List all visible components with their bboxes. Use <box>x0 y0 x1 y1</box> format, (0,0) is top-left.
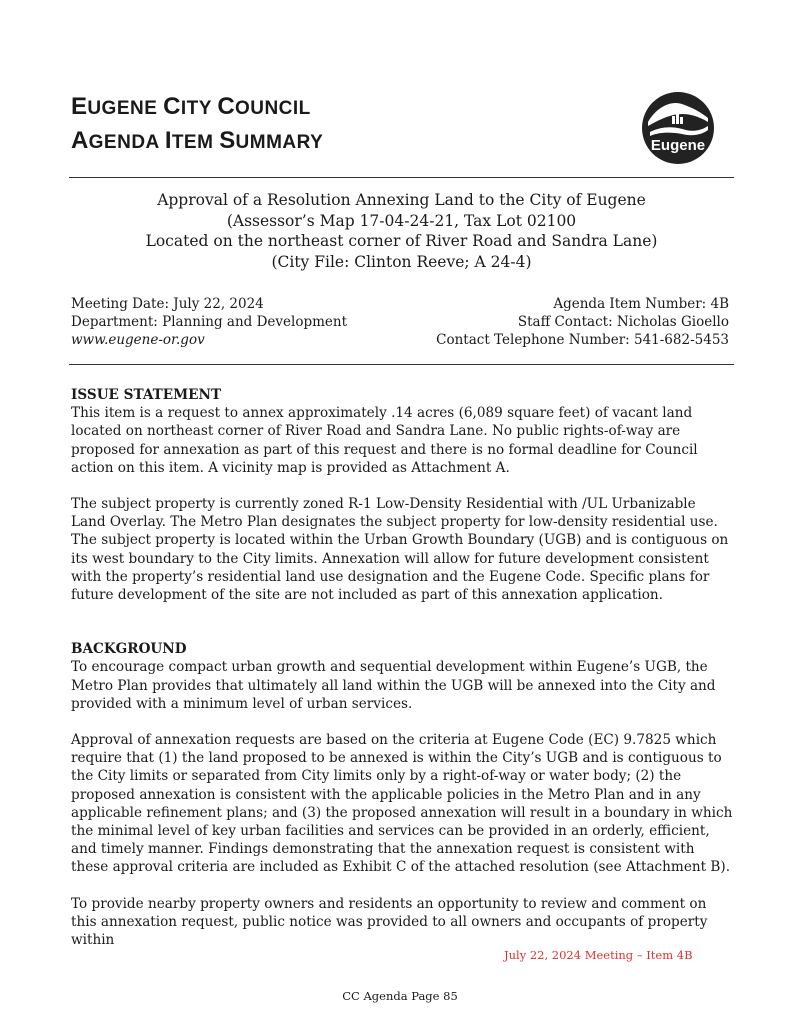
agenda-item-number: Agenda Item Number: 4B <box>553 296 729 312</box>
meeting-info-left <box>71 295 347 349</box>
issue-statement-heading: ISSUE STATEMENT <box>71 387 222 403</box>
issue-paragraph: The subject property is currently zoned R-1 Low-Density Residential with /UL Urbanizable Land Overlay. The Metro Plan designates the subject property for low-density residential use. The subject property is located within the Urban Growth Boundary (UGB) and is contiguous on its west boundary to the City limits. Annexation will allow for future development consistent with the property’s residential land use designation and the Eugene Code. Specific plans for future development of the site are not included as part of this annexation application. <box>71 496 729 604</box>
meeting-item-note: July 22, 2024 Meeting – Item 4B <box>504 948 693 962</box>
staff-contact: Staff Contact: Nicholas Gioello <box>517 314 729 330</box>
background-paragraph: To encourage compact urban growth and sequential development within Eugene’s UGB, the Metro Plan provides that ultimately all land within the UGB will be annexed into the City and provided with a minimum level of urban services. <box>71 659 716 712</box>
eugene-logo-icon <box>642 88 714 168</box>
subject-line: (City File: Clinton Reeve; A 24-4) <box>271 252 532 271</box>
page-number: CC Agenda Page 85 <box>342 989 458 1003</box>
issue-paragraph: This item is a request to annex approximately .14 acres (6,089 square feet) of vacant land located on northeast corner of River Road and Sandra Lane. No public rights-of-way are proposed for annexation as part of this request and there is no formal deadline for Council action on this item. A vicinity map is provided as Attachment A. <box>71 405 698 476</box>
background-heading: BACKGROUND <box>71 641 187 658</box>
document-body <box>71 386 733 949</box>
logo-text: Eugene <box>650 137 706 154</box>
background-paragraph: To provide nearby property owners and residents an opportunity to review and comment on this annexation request, public notice was provided to all owners and occupants of property within <box>71 895 708 949</box>
document-title <box>71 91 323 159</box>
agenda-subject <box>69 190 734 272</box>
title-line-council: EUGENE CITY COUNCIL <box>71 93 311 120</box>
subject-line: (Assessor’s Map 17-04-24-21, Tax Lot 02100 <box>226 211 577 230</box>
subject-line: Approval of a Resolution Annexing Land to the City of Eugene <box>157 191 646 209</box>
meeting-date: Meeting Date: July 22, 2024 <box>71 296 264 312</box>
department: Department: Planning and Development <box>71 314 348 330</box>
meeting-info-right <box>436 295 729 349</box>
contact-phone: Contact Telephone Number: 541-682-5453 <box>436 332 729 348</box>
background-paragraph: Approval of annexation requests are based on the criteria at Eugene Code (EC) 9.7825 which require that (1) the land proposed to be annexed is within the City’s UGB and is contiguous to the City limits or separated from City limits only by a right-of-way or water body; (2) the proposed annexation is consistent with the applicable policies in the Metro Plan and in any applicable refinement plans; and (3) the proposed annexation will result in a boundary in which the minimal level of key urban facilities and services can be provided in an orderly, efficient, and timely manner. Findings demonstrating that the annexation request is consistent with these approval criteria are included as Exhibit C of the attached resolution (see Attachment B). <box>71 732 733 876</box>
website-link[interactable]: www.eugene-or.gov <box>71 332 205 348</box>
meta-divider <box>69 364 734 365</box>
subject-line: Located on the northeast corner of River Road and Sandra Lane) <box>145 232 658 250</box>
header-divider <box>69 177 734 178</box>
title-line-summary: AGENDA ITEM SUMMARY <box>71 127 324 154</box>
